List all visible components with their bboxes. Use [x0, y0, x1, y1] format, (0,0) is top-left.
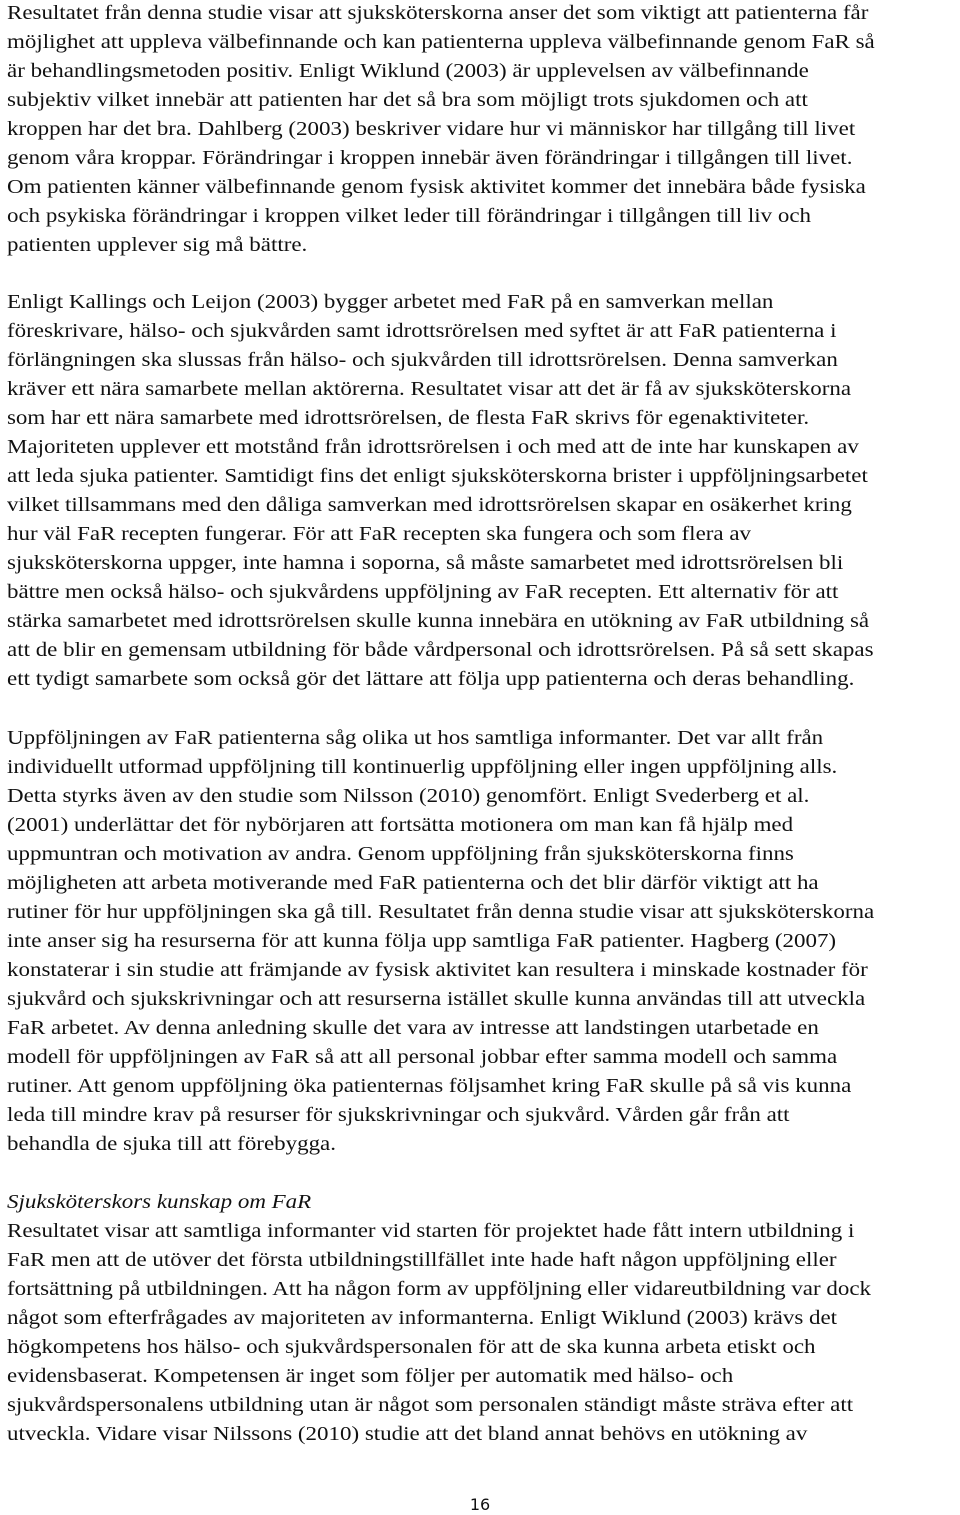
- text-line: föreskrivare, hälso- och sjukvården samt idrottsrörelsen med syftet är att FaR patienterna i: [7, 320, 837, 342]
- text-line: och psykiska förändringar i kroppen vilket leder till förändringar i tillgången till liv och: [7, 205, 812, 227]
- text-line: vilket tillsammans med den dåliga samverkan med idrottsrörelsen skapar en osäkerhet kring: [7, 494, 852, 516]
- text-line: FaR men att de utöver det första utbildningstillfället inte hade haft någon uppföljning eller: [7, 1249, 837, 1271]
- text-line: fortsättning på utbildningen. Att ha någon form av uppföljning eller vidareutbildning var dock: [7, 1278, 872, 1300]
- text-line: individuellt utformad uppföljning till kontinuerlig uppföljning eller ingen uppföljning alls.: [7, 756, 838, 778]
- text-line: konstaterar i sin studie att främjande av fysisk aktivitet kan resultera i minskade kostnader för: [7, 959, 868, 981]
- text-line: rutiner för hur uppföljningen ska gå till. Resultatet från denna studie visar att sjuksköterskorna: [7, 901, 875, 923]
- text-line: Majoriteten upplever ett motstånd från idrottsrörelsen i och med att de inte har kunskapen av: [7, 436, 859, 458]
- text-line: inte anser sig ha resurserna för att kunna följa upp samtliga FaR patienter. Hagberg (2007): [7, 930, 837, 952]
- text-line: Detta styrks även av den studie som Nilsson (2010) genomfört. Enligt Svederberg et al.: [7, 785, 810, 807]
- text-line: att leda sjuka patienter. Samtidigt fins det enligt sjuksköterskorna brister i uppföljningsarbetet: [7, 465, 868, 487]
- page-number: 16: [469, 1495, 491, 1514]
- text-line: genom våra kroppar. Förändringar i kroppen innebär även förändringar i tillgången till livet.: [7, 147, 853, 169]
- text-line: att de blir en gemensam utbildning för både vårdpersonal och idrottsrörelsen. På så sett skapas: [7, 639, 874, 661]
- text-line: modell för uppföljningen av FaR så att all personal jobbar efter samma modell och samma: [7, 1046, 838, 1068]
- text-line: behandla de sjuka till att förebygga.: [7, 1133, 336, 1155]
- text-line: sjuksköterskorna uppger, inte hamna i soporna, så måste samarbetet med idrottsrörelsen bli: [7, 552, 844, 574]
- text-line: uppmuntran och motivation av andra. Genom uppföljning från sjuksköterskorna finns: [7, 843, 794, 865]
- text-line: stärka samarbetet med idrottsrörelsen skulle kunna innebära en utökning av FaR utbildning så: [7, 610, 870, 632]
- text-line: möjlighet att uppleva välbefinnande och kan patienterna uppleva välbefinnande genom FaR så: [7, 31, 875, 53]
- text-line: utveckla. Vidare visar Nilssons (2010) studie att det bland annat behövs en utökning av: [7, 1423, 808, 1445]
- text-line: är behandlingsmetoden positiv. Enligt Wiklund (2003) är upplevelsen av välbefinnande: [7, 60, 809, 82]
- text-line: sjukvårdspersonalens utbildning utan är något som personalen ständigt måste sträva efter att: [7, 1394, 854, 1416]
- text-line: rutiner. Att genom uppföljning öka patienternas följsamhet kring FaR skulle på så vis kunna: [7, 1075, 852, 1097]
- text-line: Resultatet från denna studie visar att sjuksköterskorna anser det som viktigt att patienterna får: [7, 2, 869, 24]
- text-line: kräver ett nära samarbete mellan aktörerna. Resultatet visar att det är få av sjuksköterskorna: [7, 378, 852, 400]
- text-line: förlängningen ska slussas från hälso- och sjukvården till idrottsrörelsen. Denna samverkan: [7, 349, 838, 371]
- text-line: leda till mindre krav på resurser för sjukskrivningar och sjukvård. Vården går från att: [7, 1104, 790, 1126]
- text-line: FaR arbetet. Av denna anledning skulle det vara av intresse att landstingen utarbetade en: [7, 1017, 819, 1039]
- text-line: Resultatet visar att samtliga informanter vid starten för projektet hade fått intern utbildning i: [7, 1220, 855, 1242]
- text-line: evidensbaserat. Kompetensen är inget som följer per automatik med hälso- och: [7, 1365, 734, 1387]
- text-line: möjligheten att arbeta motiverande med FaR patienterna och det blir därför viktigt att ha: [7, 872, 819, 894]
- text-line: Om patienten känner välbefinnande genom fysisk aktivitet kommer det innebära både fysiska: [7, 176, 866, 198]
- text-line: patienten upplever sig må bättre.: [7, 234, 308, 256]
- text-line: sjukvård och sjukskrivningar och att resurserna istället skulle kunna användas till att utveckla: [7, 988, 866, 1010]
- text-line: ett tydigt samarbete som också gör det lättare att följa upp patienterna och deras behandling.: [7, 668, 855, 690]
- text-line: högkompetens hos hälso- och sjukvårdspersonalen för att de ska kunna arbeta etiskt och: [7, 1336, 816, 1358]
- text-line: Enligt Kallings och Leijon (2003) bygger arbetet med FaR på en samverkan mellan: [7, 291, 774, 313]
- text-line: (2001) underlättar det för nybörjaren att fortsätta motionera om man kan få hjälp med: [7, 814, 794, 836]
- text-line: något som efterfrågades av majoriteten av informanterna. Enligt Wiklund (2003) krävs det: [7, 1307, 838, 1329]
- text-line: bättre men också hälso- och sjukvårdens uppföljning av FaR recepten. Ett alternativ för att: [7, 581, 839, 603]
- text-line: som har ett nära samarbete med idrottsrörelsen, de flesta FaR skrivs för egenaktiviteter.: [7, 407, 810, 429]
- text-line: kroppen har det bra. Dahlberg (2003) beskriver vidare hur vi människor har tillgång till livet: [7, 118, 856, 140]
- text-line: Uppföljningen av FaR patienterna såg olika ut hos samtliga informanter. Det var allt från: [7, 727, 824, 749]
- text-line: hur väl FaR recepten fungerar. För att FaR recepten ska fungera och som flera av: [7, 523, 752, 545]
- section-heading: Sjuksköterskors kunskap om FaR: [7, 1191, 312, 1213]
- text-line: subjektiv vilket innebär att patienten har det så bra som möjligt trots sjukdomen och att: [7, 89, 808, 111]
